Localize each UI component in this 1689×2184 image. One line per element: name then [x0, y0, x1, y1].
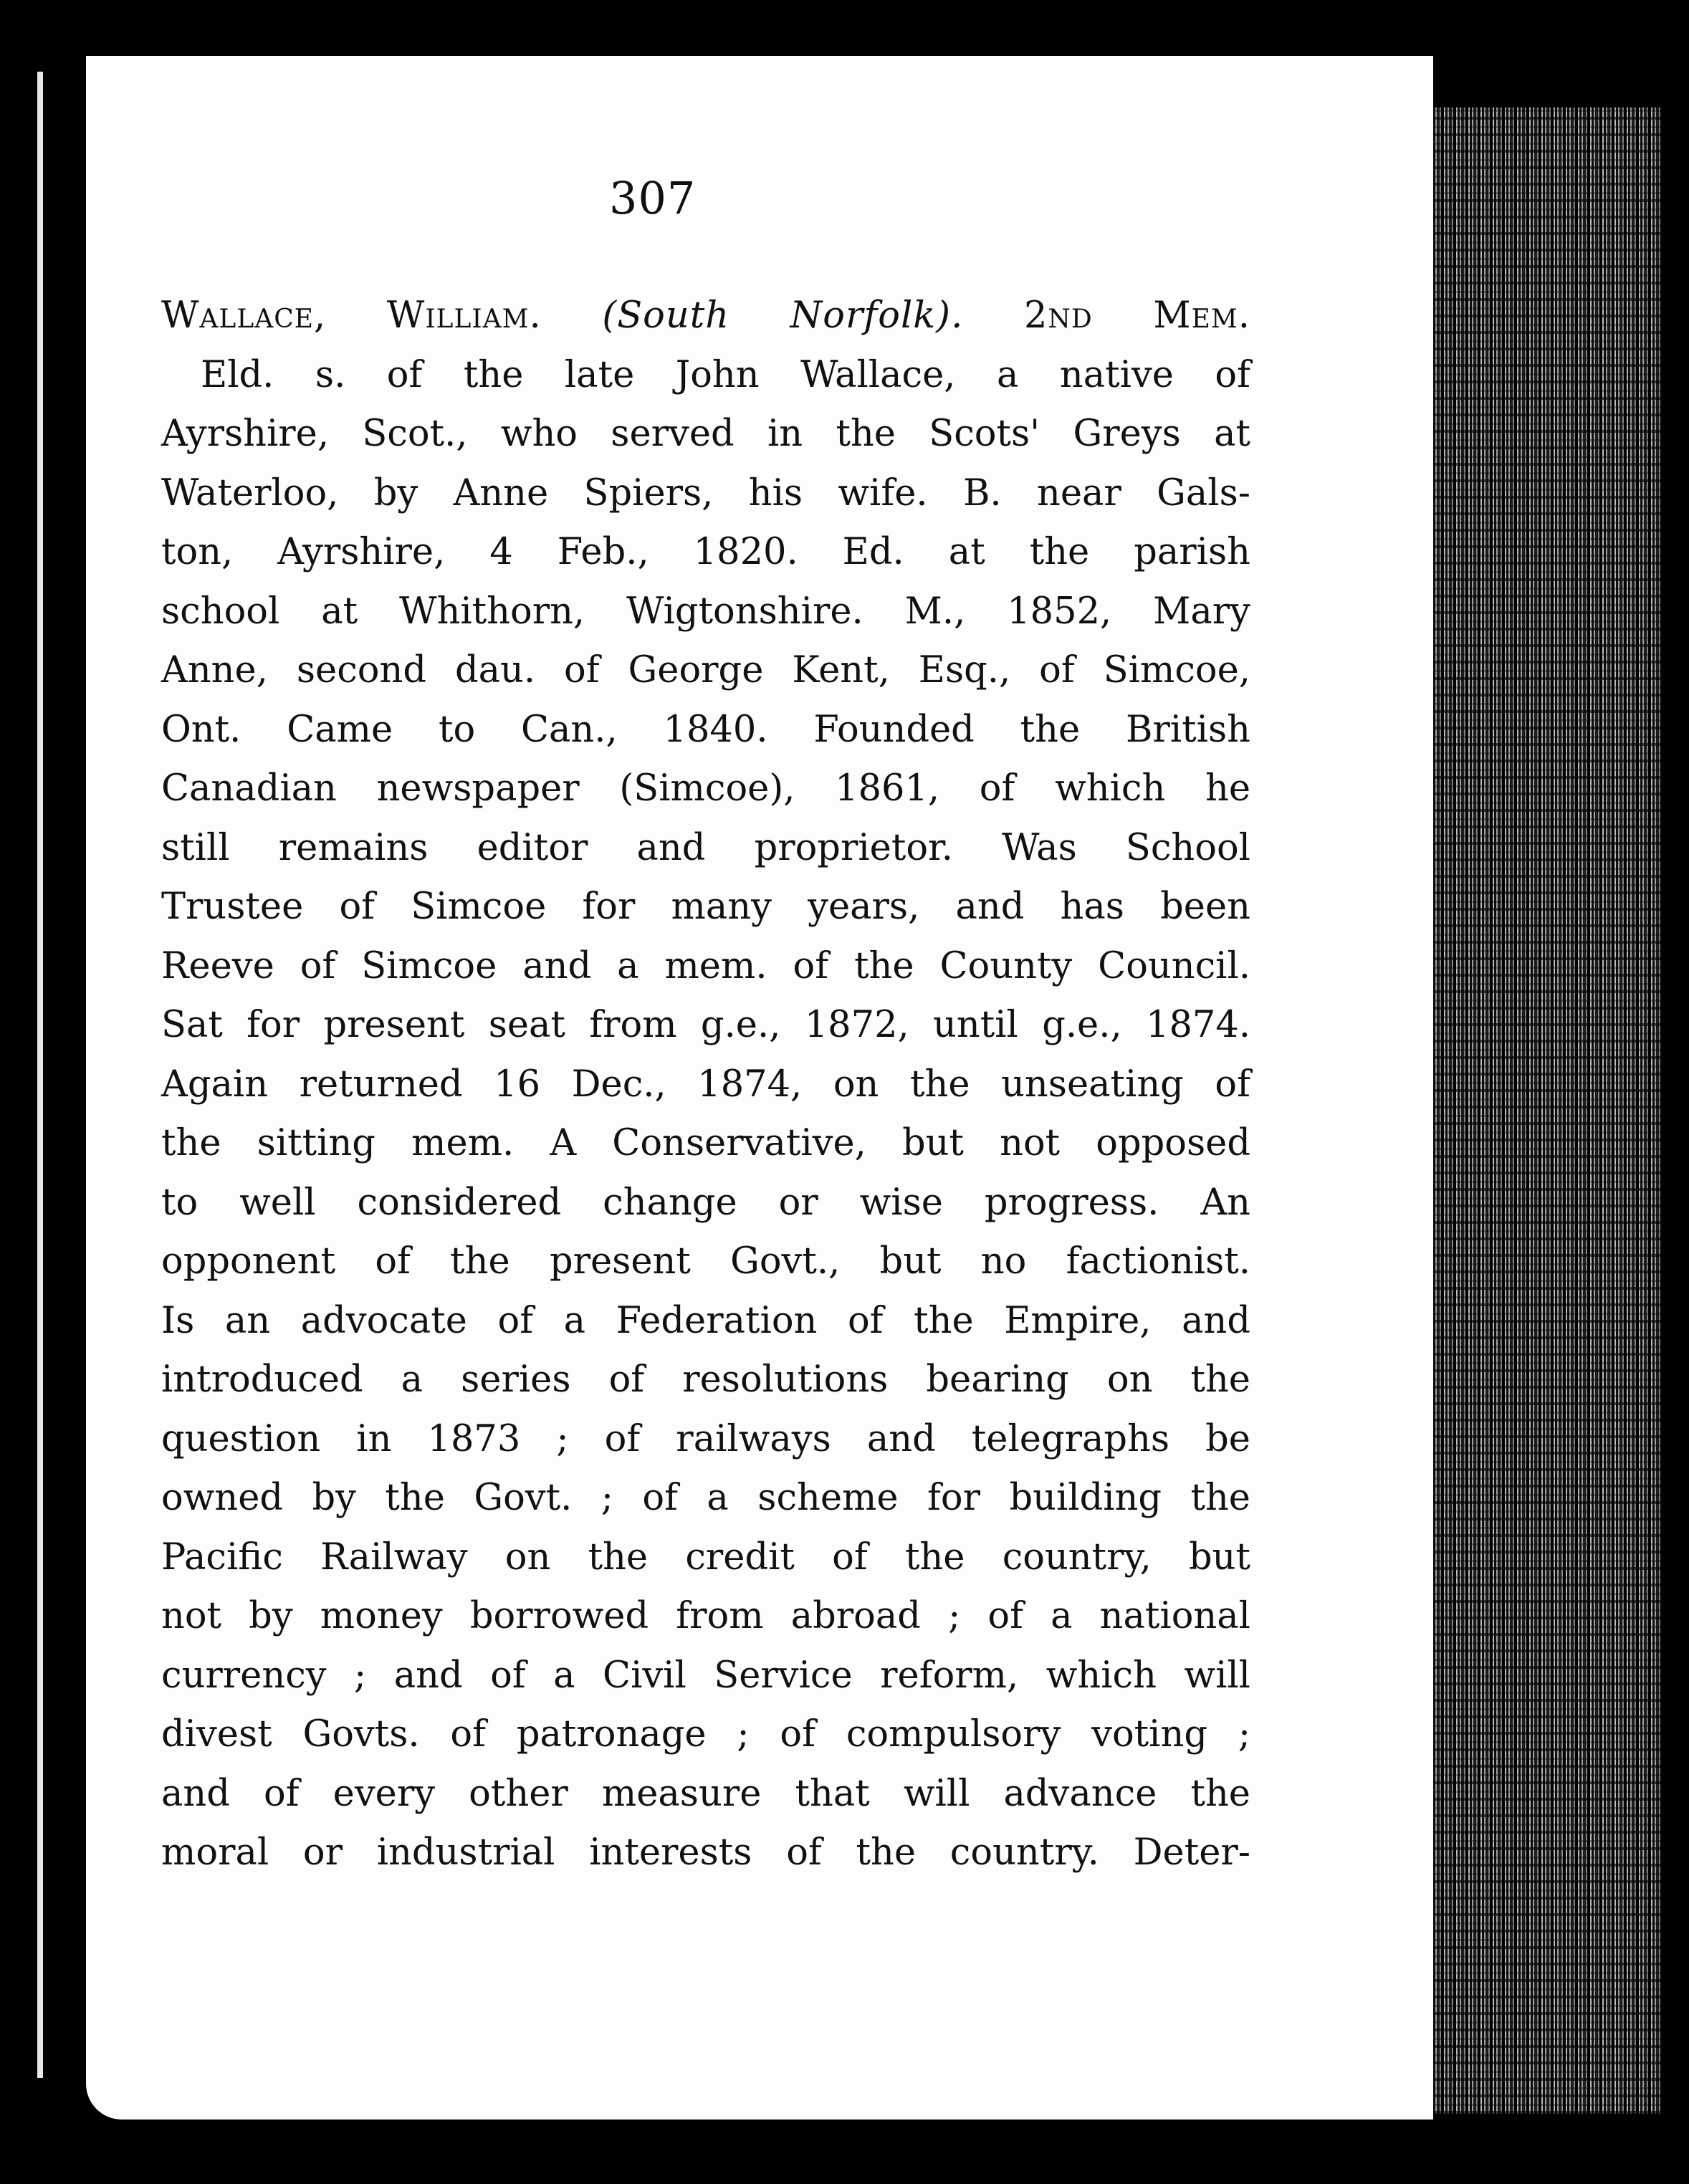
- text-line: moral or industrial interests of the country. Deter-: [161, 1831, 1250, 1874]
- text-line: Ont. Came to Can., 1840. Founded the British: [161, 708, 1250, 751]
- entry-member: 2nd Mem.: [1023, 294, 1250, 337]
- text-line: Eld. s. of the late John Wallace, a native of: [201, 353, 1250, 396]
- text-line: still remains editor and proprietor. Was School: [161, 826, 1250, 869]
- text-line: the sitting mem. A Conservative, but not opposed: [161, 1122, 1250, 1164]
- text-line: and of every other measure that will advance the: [161, 1772, 1250, 1815]
- text-line: Pacific Railway on the credit of the country, but: [161, 1536, 1250, 1579]
- text-line: not by money borrowed from abroad ; of a national: [161, 1595, 1250, 1637]
- text-line: to well considered change or wise progress. An: [161, 1181, 1250, 1224]
- text-line: Reeve of Simcoe and a mem. of the County Council.: [161, 944, 1250, 987]
- text-line: Ayrshire, Scot., who served in the Scots' Greys at: [161, 413, 1250, 455]
- text-line: introduced a series of resolutions bearing on the: [161, 1359, 1250, 1401]
- text-line: Anne, second dau. of George Kent, Esq., of Simcoe,: [161, 649, 1250, 691]
- text-line: ton, Ayrshire, 4 Feb., 1820. Ed. at the parish: [161, 531, 1250, 573]
- text-line: owned by the Govt. ; of a scheme for building the: [161, 1477, 1250, 1519]
- right-page-edge-texture: [1433, 107, 1662, 2114]
- entry-text: [161, 287, 1250, 1883]
- entry-heading: [161, 287, 1250, 346]
- text-line: Is an advocate of a Federation of the Empire, and: [161, 1299, 1250, 1342]
- text-line: Again returned 16 Dec., 1874, on the unseating of: [161, 1063, 1250, 1106]
- text-line: Waterloo, by Anne Spiers, his wife. B. near Gals-: [161, 471, 1250, 514]
- entry-name: Wallace, William.: [161, 294, 542, 337]
- text-line: divest Govts. of patronage ; of compulsory voting ;: [161, 1713, 1250, 1756]
- text-line: opponent of the present Govt., but no factionist.: [161, 1240, 1250, 1283]
- text-line: question in 1873 ; of railways and telegraphs be: [161, 1417, 1250, 1460]
- text-line: Trustee of Simcoe for many years, and has been: [161, 886, 1250, 928]
- left-page-edge: [37, 72, 43, 2078]
- text-line: school at Whithorn, Wigtonshire. M., 1852, Mary: [161, 590, 1250, 633]
- text-line: Canadian newspaper (Simcoe), 1861, of which he: [161, 767, 1250, 810]
- text-line: currency ; and of a Civil Service reform, which will: [161, 1654, 1250, 1697]
- text-line: Sat for present seat from g.e., 1872, until g.e., 1874.: [161, 1004, 1250, 1046]
- entry-constituency: (South Norfolk).: [602, 294, 964, 337]
- page-number: 307: [609, 172, 697, 224]
